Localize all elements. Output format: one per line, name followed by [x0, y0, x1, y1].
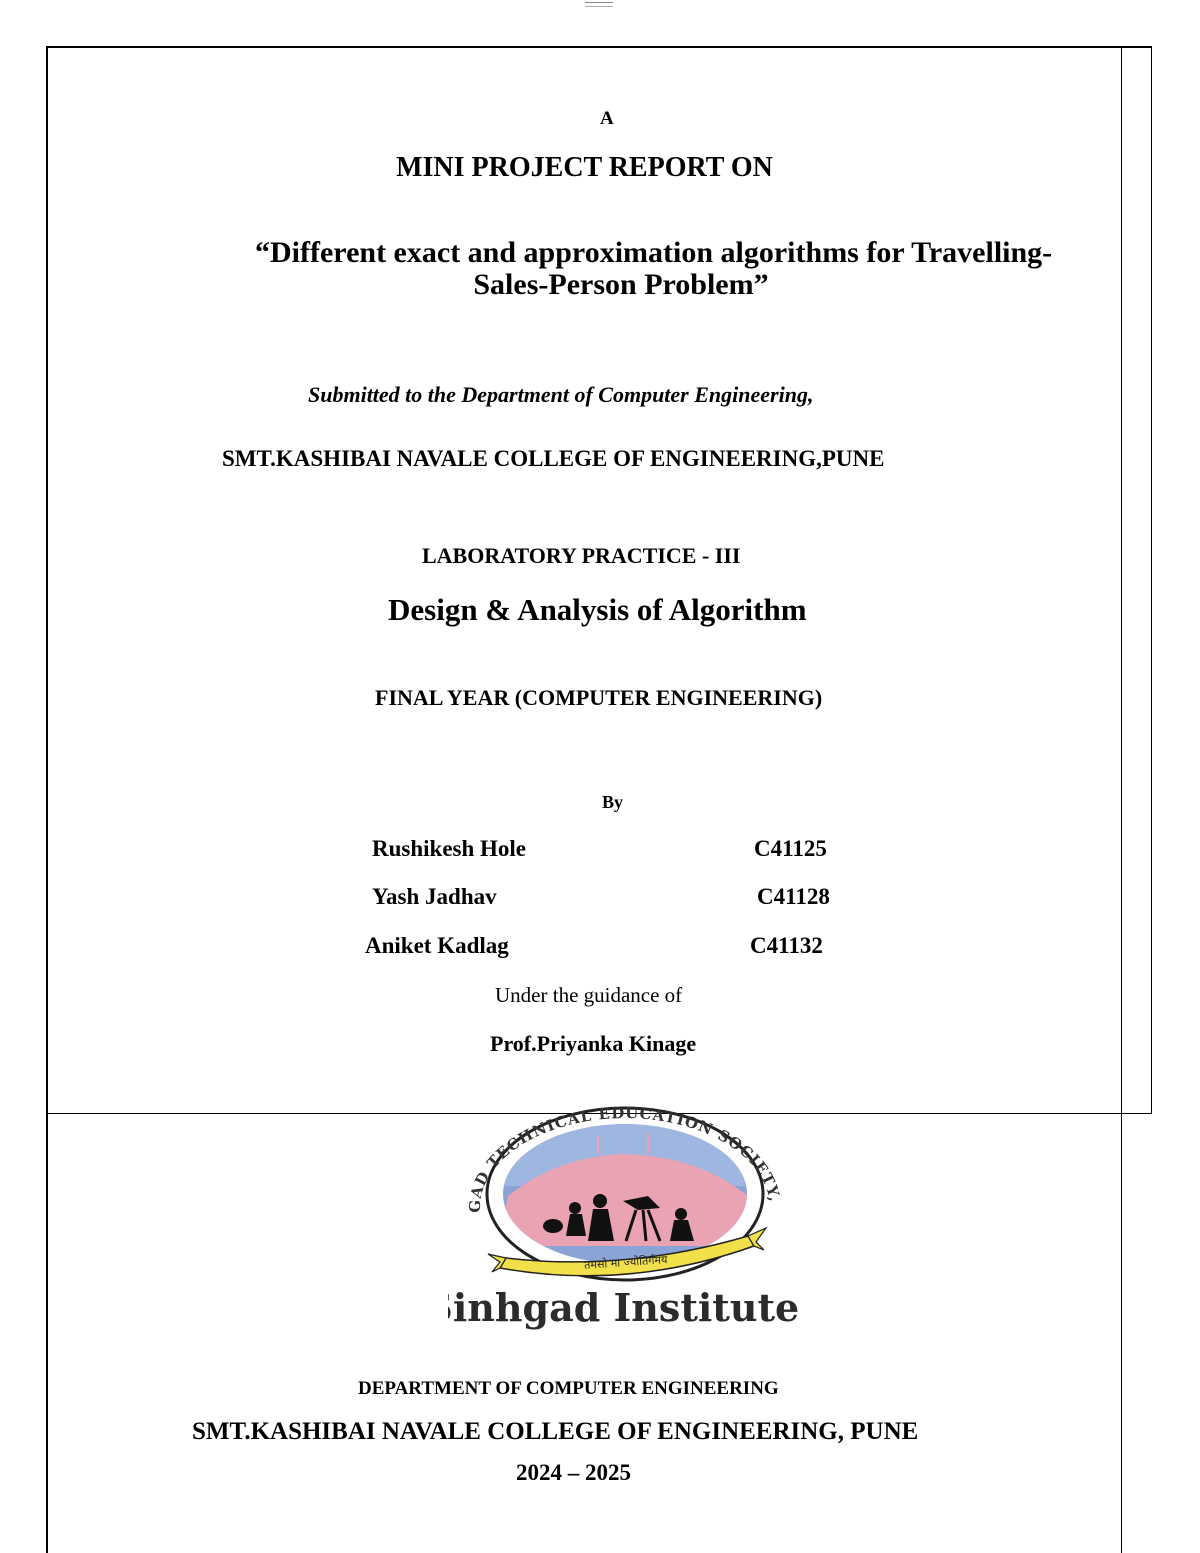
logo-emblem — [448, 1096, 798, 1331]
guide-name: Prof.Priyanka Kinage — [490, 1031, 697, 1056]
college-name: SMT.KASHIBAI NAVALE COLLEGE OF ENGINEERING,PUNE — [222, 446, 885, 471]
frame-right-border — [1151, 46, 1152, 1114]
by-label: By — [602, 792, 624, 812]
logo-banner-text: तमसो मा ज्योतिर्गमय — [583, 1253, 668, 1272]
department-name: DEPARTMENT OF COMPUTER ENGINEERING — [358, 1378, 779, 1399]
academic-year: 2024 – 2025 — [516, 1460, 631, 1485]
student-name: Aniket Kadlag — [365, 933, 509, 958]
subject-name: Design & Analysis of Algorithm — [388, 592, 807, 627]
year-label: FINAL YEAR (COMPUTER ENGINEERING) — [375, 685, 823, 710]
top-mark — [585, 2, 613, 7]
institute-logo — [448, 1096, 798, 1331]
student-id: C41132 — [750, 933, 823, 958]
logo-name: inhgad Institute — [452, 1285, 798, 1330]
frame-top-border — [46, 46, 1152, 48]
report-heading: MINI PROJECT REPORT ON — [396, 152, 773, 183]
student-id: C41125 — [754, 836, 827, 861]
student-name: Yash Jadhav — [372, 884, 497, 909]
project-title-line2: Sales-Person Problem” — [473, 268, 769, 301]
logo-ring-text: GAD TECHNICAL EDUCATION SOCIETY, — [465, 1103, 784, 1214]
student-name: Rushikesh Hole — [372, 836, 527, 861]
frame-left-border — [46, 46, 48, 1553]
lab-name: LABORATORY PRACTICE - III — [422, 543, 741, 568]
footer-college-name: SMT.KASHIBAI NAVALE COLLEGE OF ENGINEERING, PUNE — [192, 1418, 919, 1445]
submitted-to: Submitted to the Department of Computer Engineering, — [308, 382, 814, 407]
article-a: A — [600, 108, 614, 129]
student-id: C41128 — [757, 884, 830, 909]
guidance-label: Under the guidance of — [495, 983, 683, 1007]
project-title-line1: “Different exact and approximation algorithms for Travelling- — [255, 236, 1053, 269]
frame-inner-right-border — [1121, 46, 1122, 1553]
